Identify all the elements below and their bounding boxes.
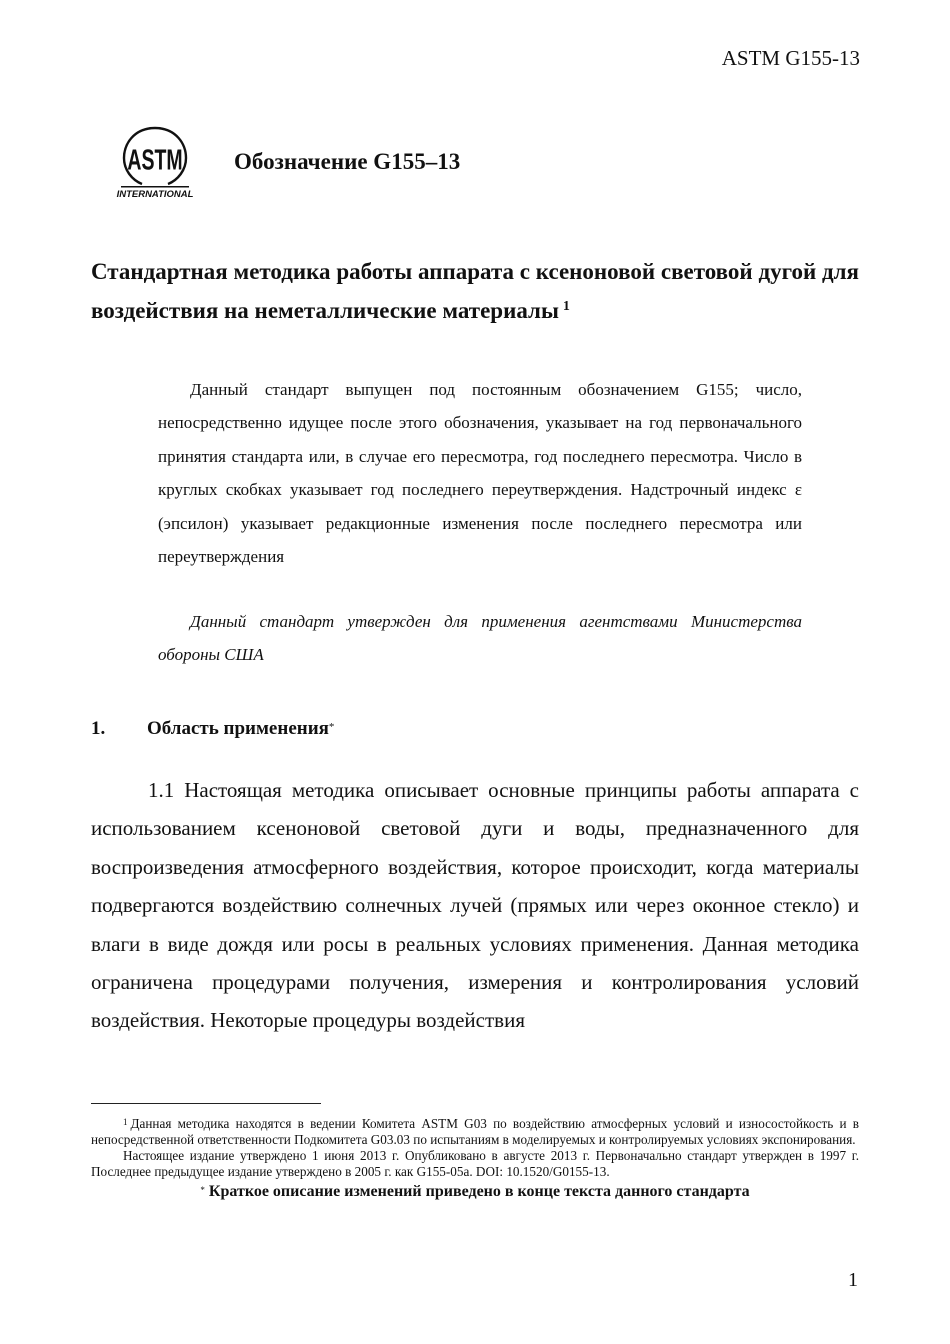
logo-letters: ASTM <box>127 145 183 177</box>
document-title-text: Стандартная методика работы аппарата с ксеноновой световой дугой для воздействия на неметаллические материалы <box>91 259 859 323</box>
section-paragraph: 1.1 Настоящая методика описывает основные принципы работы аппарата с использованием ксеноновой световой дуги и воды, предназначенного для воспроизведения атмосферного воздействия, которое происходит, когда материалы подвергаются воздействию солнечных лучей (прямых или через оконное стекло) и влаги в виде дождя или росы в реальных условиях применения. Данная методика ограничена процедурами получения, измерения и контролирования условий воздействия. Некоторые процедуры воздействия <box>91 778 859 1033</box>
footnote-divider <box>91 1103 321 1104</box>
footnote-1 <box>91 1116 859 1148</box>
standard-code-header: ASTM G155-13 <box>721 46 860 70</box>
footnote-1-mark: 1 <box>123 1117 128 1127</box>
title-footnote-mark: 1 <box>562 299 570 314</box>
footnote-1-text: Данная методика находятся в ведении Комитета ASTM G03 по воздействию атмосферных условий и износостойкость и в непосредственной ответственности Подкомитета G03.03 по испытаниям в моделируемых и контролируемых условиях экспонирования. <box>91 1116 859 1147</box>
footnote-star <box>91 1182 859 1202</box>
section-title: Область применения <box>147 718 329 739</box>
astm-logo <box>112 124 198 200</box>
page-number: 1 <box>848 1269 858 1291</box>
document-title <box>91 252 859 330</box>
footnote-star-text: Краткое описание изменений приведено в конце текста данного стандарта <box>208 1183 750 1200</box>
section-number: 1. <box>91 718 106 739</box>
section-heading <box>91 716 334 742</box>
section-mark: * <box>328 721 335 733</box>
footnote-star-mark: * <box>200 1185 205 1195</box>
footnote-2: Настоящее издание утверждено 1 июня 2013 г. Опубликовано в августе 2013 г. Первоначально стандарт утвержден в 1997 г. Последнее предыдущее издание утверждено в 2005 г. как G155-05a. DOI: 10.1520/G0155-13. <box>91 1148 859 1179</box>
approval-notice: Данный стандарт утвержден для применения агентствами Министерства обороны США <box>158 612 802 664</box>
designation-title: Обозначение G155–13 <box>234 149 461 174</box>
intro-paragraph: Данный стандарт выпущен под постоянным обозначением G155; число, непосредственно идущее после этого обозначения, указывает на год первоначального принятия стандарта или, в случае его пересмотра, год последнего пересмотра. Число в круглых скобках указывает год последнего переутверждения. Надстрочный индекс ε (эпсилон) указывает редакционные изменения после последнего пересмотра или переутверждения <box>158 380 802 567</box>
logo-subtext: INTERNATIONAL <box>116 189 194 200</box>
footnotes <box>91 1116 859 1202</box>
